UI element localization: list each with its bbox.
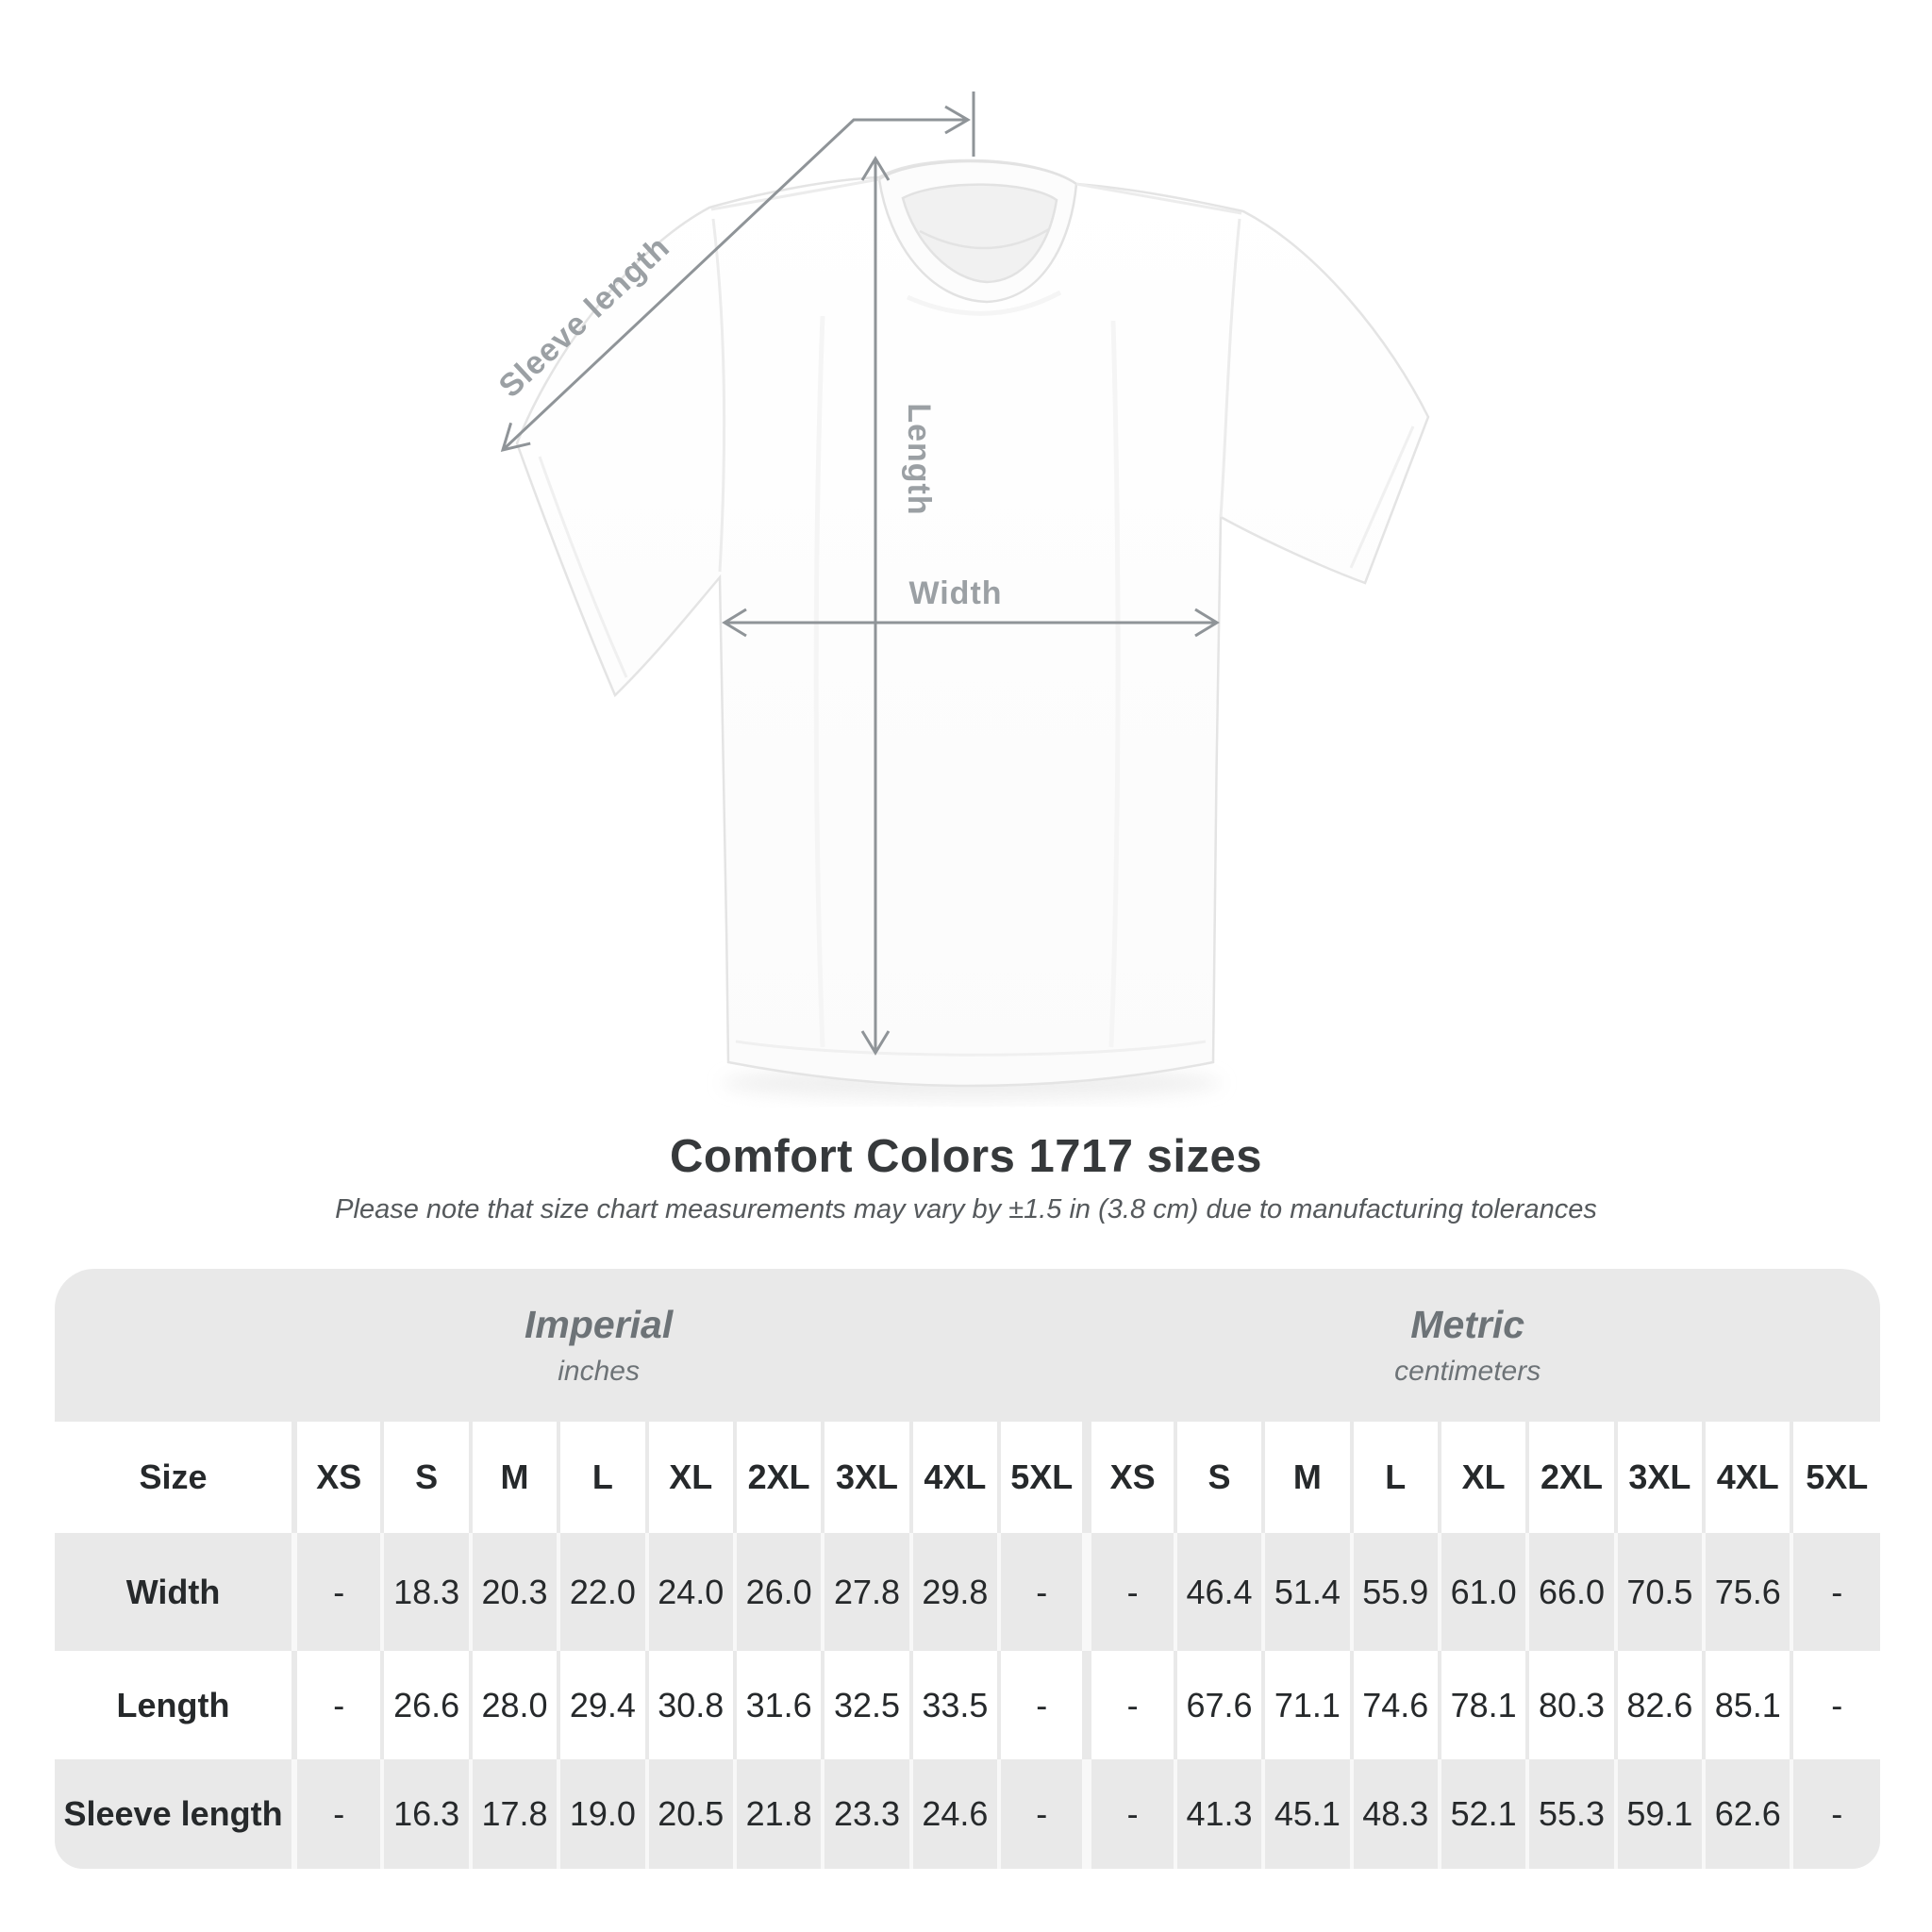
table-row-width	[55, 1533, 1880, 1651]
metric-size-header-S: S	[1175, 1422, 1263, 1533]
metric-size-header-M: M	[1263, 1422, 1351, 1533]
metric-value-cell: 67.6	[1175, 1651, 1263, 1759]
imperial-value-cell: 31.6	[735, 1651, 823, 1759]
imperial-value-cell: -	[294, 1759, 382, 1869]
imperial-value-cell: 19.0	[558, 1759, 646, 1869]
imperial-value-cell: 16.3	[382, 1759, 470, 1869]
metric-value-cell: 52.1	[1440, 1759, 1527, 1869]
imperial-value-cell: 20.3	[471, 1533, 558, 1651]
metric-group-header	[1394, 1303, 1541, 1388]
table-row-sleeve-length	[55, 1759, 1880, 1869]
tolerance-note: Please note that size chart measurements may vary by ±1.5 in (3.8 cm) due to manufacturing tolerances	[335, 1194, 1597, 1224]
width-label: Width	[908, 575, 1003, 611]
size-header-row	[55, 1422, 1880, 1533]
imperial-value-cell: 17.8	[471, 1759, 558, 1869]
imperial-value-cell: 30.8	[647, 1651, 735, 1759]
imperial-value-cell: 29.8	[911, 1533, 999, 1651]
metric-value-cell: 66.0	[1527, 1533, 1615, 1651]
imperial-unit-label: inches	[558, 1356, 640, 1387]
imperial-value-cell: -	[999, 1533, 1087, 1651]
imperial-value-cell: 18.3	[382, 1533, 470, 1651]
imperial-label: Imperial	[525, 1303, 674, 1346]
metric-size-header-4XL: 4XL	[1704, 1422, 1791, 1533]
metric-value-cell: 82.6	[1616, 1651, 1704, 1759]
metric-value-cell: -	[1087, 1759, 1174, 1869]
imperial-size-header-4XL: 4XL	[911, 1422, 999, 1533]
imperial-value-cell: 24.6	[911, 1759, 999, 1869]
size-measurements-table	[55, 1422, 1880, 1869]
length-label: Length	[901, 403, 937, 516]
imperial-size-header-S: S	[382, 1422, 470, 1533]
imperial-size-header-XS: XS	[294, 1422, 382, 1533]
metric-label: Metric	[1410, 1303, 1525, 1346]
imperial-value-cell: 27.8	[823, 1533, 910, 1651]
metric-value-cell: 48.3	[1352, 1759, 1440, 1869]
metric-value-cell: 55.9	[1352, 1533, 1440, 1651]
metric-value-cell: 41.3	[1175, 1759, 1263, 1869]
imperial-value-cell: 33.5	[911, 1651, 999, 1759]
metric-size-header-XL: XL	[1440, 1422, 1527, 1533]
metric-unit-label: centimeters	[1394, 1356, 1541, 1387]
imperial-value-cell: 20.5	[647, 1759, 735, 1869]
imperial-value-cell: 26.6	[382, 1651, 470, 1759]
page-title: Comfort Colors 1717 sizes	[670, 1131, 1262, 1182]
imperial-size-header-L: L	[558, 1422, 646, 1533]
metric-value-cell: 85.1	[1704, 1651, 1791, 1759]
metric-value-cell: 51.4	[1263, 1533, 1351, 1651]
metric-size-header-XS: XS	[1087, 1422, 1174, 1533]
imperial-value-cell: -	[999, 1759, 1087, 1869]
metric-value-cell: 71.1	[1263, 1651, 1351, 1759]
imperial-value-cell: 28.0	[471, 1651, 558, 1759]
imperial-value-cell: 29.4	[558, 1651, 646, 1759]
row-label: Sleeve length	[63, 1794, 283, 1833]
metric-value-cell: -	[1087, 1533, 1174, 1651]
row-label: Width	[125, 1572, 221, 1611]
size-table	[55, 1269, 1880, 1869]
metric-value-cell: -	[1791, 1651, 1880, 1759]
imperial-value-cell: 24.0	[647, 1533, 735, 1651]
metric-size-header-5XL: 5XL	[1791, 1422, 1880, 1533]
imperial-value-cell: 22.0	[558, 1533, 646, 1651]
metric-value-cell: 61.0	[1440, 1533, 1527, 1651]
imperial-size-header-3XL: 3XL	[823, 1422, 910, 1533]
imperial-group-header	[525, 1303, 673, 1388]
size-column-header: Size	[139, 1457, 208, 1496]
table-row-length	[55, 1651, 1880, 1759]
metric-value-cell: 45.1	[1263, 1759, 1351, 1869]
imperial-value-cell: 32.5	[823, 1651, 910, 1759]
metric-value-cell: -	[1087, 1651, 1174, 1759]
metric-value-cell: 80.3	[1527, 1651, 1615, 1759]
metric-value-cell: -	[1791, 1759, 1880, 1869]
metric-value-cell: 78.1	[1440, 1651, 1527, 1759]
metric-size-header-L: L	[1352, 1422, 1440, 1533]
imperial-size-header-XL: XL	[647, 1422, 735, 1533]
metric-value-cell: 75.6	[1704, 1533, 1791, 1651]
sleeve-length-label: Sleeve length	[491, 228, 677, 406]
imperial-value-cell: 21.8	[735, 1759, 823, 1869]
metric-size-header-2XL: 2XL	[1527, 1422, 1615, 1533]
imperial-value-cell: -	[294, 1651, 382, 1759]
unit-group-header-band	[55, 1269, 1880, 1422]
row-label: Length	[116, 1685, 230, 1724]
metric-value-cell: -	[1791, 1533, 1880, 1651]
metric-size-header-3XL: 3XL	[1616, 1422, 1704, 1533]
metric-value-cell: 74.6	[1352, 1651, 1440, 1759]
metric-value-cell: 62.6	[1704, 1759, 1791, 1869]
metric-value-cell: 55.3	[1527, 1759, 1615, 1869]
imperial-size-header-2XL: 2XL	[735, 1422, 823, 1533]
imperial-value-cell: 23.3	[823, 1759, 910, 1869]
imperial-value-cell: -	[999, 1651, 1087, 1759]
imperial-value-cell: -	[294, 1533, 382, 1651]
imperial-size-header-5XL: 5XL	[999, 1422, 1087, 1533]
metric-value-cell: 46.4	[1175, 1533, 1263, 1651]
metric-value-cell: 59.1	[1616, 1759, 1704, 1869]
metric-value-cell: 70.5	[1616, 1533, 1704, 1651]
imperial-value-cell: 26.0	[735, 1533, 823, 1651]
imperial-size-header-M: M	[471, 1422, 558, 1533]
